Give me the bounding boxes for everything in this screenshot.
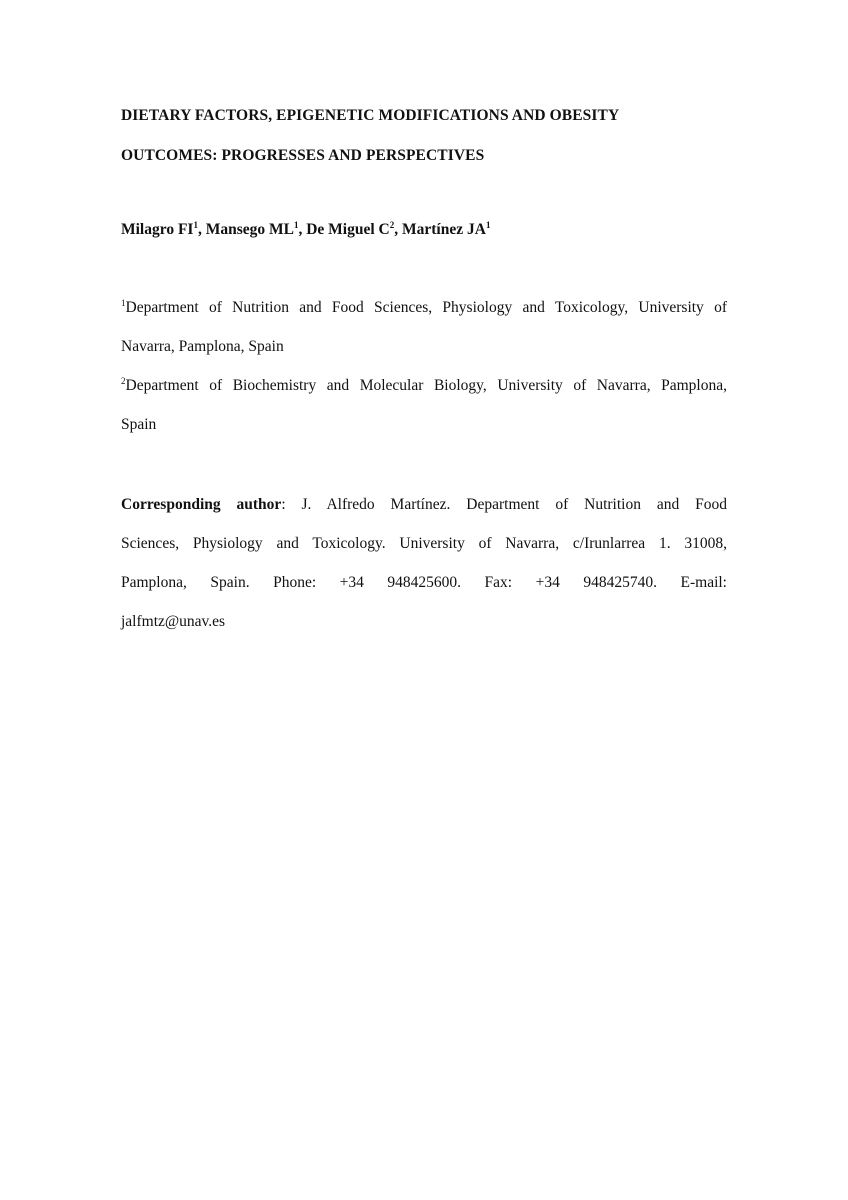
author-name: De Miguel C — [306, 221, 390, 238]
author-separator: , — [197, 221, 206, 238]
affiliation-2 — [121, 366, 727, 444]
affiliation-2-text-line-2: Spain — [121, 416, 157, 433]
corresponding-author — [121, 485, 727, 641]
corresponding-author-email: jalfmtz@unav.es — [121, 613, 226, 630]
affiliation-1-line-1 — [121, 288, 727, 327]
affiliation-2-text-line-1: Department of Biochemistry and Molecular Biology, University of Navarra, Pamplona, — [125, 377, 727, 394]
author-name: Martínez JA — [402, 221, 486, 238]
affiliation-number: 2 — [121, 375, 126, 386]
corresponding-author-line-1 — [121, 485, 727, 524]
corresponding-author-line-1-text: : J. Alfredo Martínez. Department of Nutrition and Food — [281, 496, 728, 513]
author-name: Mansego ML — [205, 221, 294, 238]
paper-title — [121, 96, 727, 176]
affiliation-1-text-line-2: Navarra, Pamplona, Spain — [121, 338, 284, 355]
author-affiliation-mark: 1 — [293, 219, 299, 230]
paper-title-line-2: OUTCOMES: PROGRESSES AND PERSPECTIVES — [121, 147, 485, 164]
author-affiliation-mark: 1 — [193, 219, 198, 230]
corresponding-author-label: Corresponding author — [121, 496, 282, 513]
corresponding-author-line-3: Pamplona, Spain. Phone: +34 948425600. Fax: +34 948425740. E-mail: — [121, 574, 727, 591]
author-separator: , — [394, 221, 402, 238]
affiliation-1 — [121, 288, 727, 366]
author-affiliation-mark: 1 — [485, 219, 491, 230]
title-page-content — [121, 96, 728, 630]
affiliation-1-text-line-1: Department of Nutrition and Food Sciences, Physiology and Toxicology, University of — [125, 299, 727, 316]
affiliation-2-line-1 — [121, 366, 727, 405]
author-name: Milagro FI — [121, 221, 194, 238]
affiliation-number: 1 — [121, 297, 126, 308]
author-list — [121, 218, 490, 242]
author-affiliation-mark: 2 — [389, 219, 395, 230]
author-separator: , — [298, 221, 307, 238]
paper-title-line-1: DIETARY FACTORS, EPIGENETIC MODIFICATIONS AND OBESITY — [121, 107, 620, 124]
corresponding-author-line-2: Sciences, Physiology and Toxicology. University of Navarra, c/Irunlarrea 1. 31008, — [121, 535, 727, 552]
